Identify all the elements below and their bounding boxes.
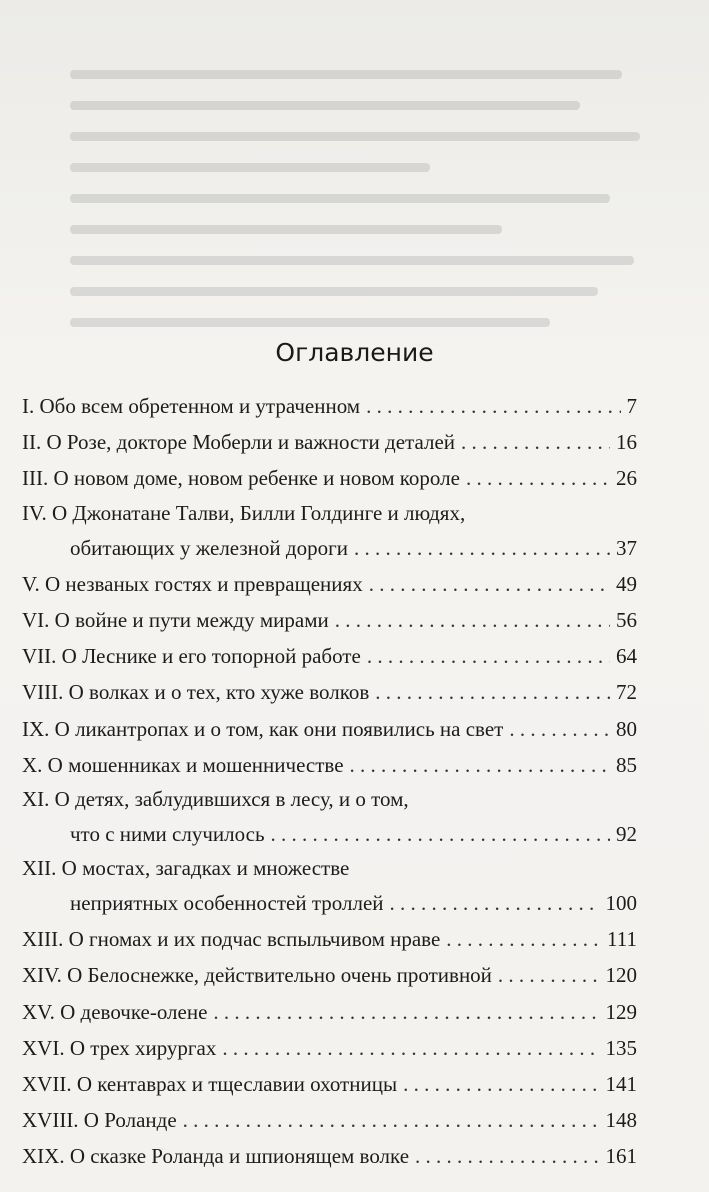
- toc-entry-text: I. Обо всем обретенном и утраченном: [22, 394, 361, 418]
- table-of-contents: [22, 388, 637, 1175]
- toc-entry-text: VI. О войне и пути между мирами: [22, 607, 329, 632]
- toc-entry: [22, 566, 637, 602]
- toc-entry-title-line: [22, 424, 637, 460]
- toc-entry-title-line: [22, 921, 637, 957]
- toc-entry-continuation-line: [22, 530, 637, 566]
- toc-page-number: 111: [607, 927, 637, 952]
- toc-page-number: 56: [616, 607, 637, 632]
- toc-entry: [22, 852, 637, 921]
- toc-page-number: 92: [616, 821, 637, 846]
- dot-leader: [335, 602, 610, 638]
- toc-entry: [22, 497, 637, 566]
- toc-entry: [22, 1102, 637, 1138]
- toc-page-number: 49: [616, 571, 637, 596]
- dot-leader: [466, 460, 610, 496]
- toc-entry: [22, 460, 637, 496]
- toc-page-number: 135: [605, 1035, 637, 1060]
- toc-entry-text: VIII. О волках и о тех, кто хуже волков: [22, 680, 370, 705]
- toc-entry: [22, 783, 637, 852]
- toc-entry-title-line: [22, 497, 637, 530]
- toc-entry-text: XII. О мостах, загадках и множестве: [22, 856, 350, 881]
- dot-leader: [403, 1066, 599, 1102]
- toc-entry-title-line: [22, 602, 637, 638]
- toc-entry-text: XVIII. О Роланде: [22, 1108, 177, 1133]
- toc-entry: [22, 1066, 637, 1102]
- toc-entry-title-line: [22, 711, 637, 747]
- toc-entry-title-line: [22, 957, 637, 993]
- toc-entry-title-line: [22, 566, 637, 602]
- toc-entry: [22, 1138, 637, 1174]
- toc-page-number: 80: [616, 716, 637, 741]
- dot-leader: [369, 566, 610, 602]
- toc-entry: [22, 388, 637, 424]
- dot-leader: [213, 994, 599, 1030]
- toc-entry-title-line: [22, 1102, 637, 1138]
- toc-entry: [22, 674, 637, 710]
- toc-entry-title-line: [22, 1066, 637, 1102]
- toc-page-number: 161: [605, 1144, 637, 1169]
- toc-page-number: 129: [605, 999, 637, 1024]
- dot-leader: [350, 747, 610, 783]
- dot-leader: [183, 1102, 600, 1138]
- toc-entry-title-line: [22, 1138, 637, 1174]
- toc-page-number: 16: [616, 430, 637, 455]
- toc-entry-text: XIII. О гномах и их подчас вспыльчивом нраве: [22, 927, 441, 952]
- toc-entry-text: XIX. О сказке Роланда и шпионящем волке: [22, 1144, 410, 1169]
- dot-leader: [390, 885, 600, 921]
- toc-entry-text: что с ними случилось: [70, 821, 265, 846]
- toc-entry-text: неприятных особенностей троллей: [70, 891, 384, 916]
- toc-title: Оглавление: [275, 338, 434, 367]
- toc-entry: [22, 711, 637, 747]
- toc-entry-text: XVI. О трех хирургах: [22, 1035, 217, 1060]
- toc-page-number: 85: [616, 752, 637, 777]
- toc-page-number: 72: [616, 680, 637, 705]
- toc-entry-title-line: [22, 994, 637, 1030]
- dot-leader: [222, 1030, 599, 1066]
- toc-entry-title-line: [22, 747, 637, 783]
- toc-entry-text: II. О Розе, докторе Моберли и важности деталей: [22, 430, 456, 455]
- toc-entry-text: XIV. О Белоснежке, действительно очень противной: [22, 963, 492, 988]
- toc-page-number: 141: [605, 1072, 637, 1096]
- dot-leader: [415, 1138, 599, 1174]
- toc-entry-title-line: [22, 783, 637, 816]
- toc-page-number: 26: [616, 466, 637, 491]
- toc-page-number: 7: [626, 394, 637, 418]
- toc-entry: [22, 424, 637, 460]
- toc-entry: [22, 921, 637, 957]
- toc-page-number: 37: [616, 535, 637, 560]
- toc-entry-continuation-line: [22, 885, 637, 921]
- toc-entry: [22, 747, 637, 783]
- dot-leader: [366, 388, 620, 424]
- toc-entry-text: X. О мошенниках и мошенничестве: [22, 752, 344, 777]
- toc-entry: [22, 638, 637, 674]
- toc-entry-continuation-line: [22, 816, 637, 852]
- toc-entry-text: обитающих у железной дороги: [70, 535, 348, 560]
- toc-entry-text: XV. О девочке-олене: [22, 999, 208, 1024]
- toc-entry-title-line: [22, 1030, 637, 1066]
- toc-entry-text: IV. О Джонатане Талви, Билли Голдинге и людях,: [22, 500, 466, 525]
- dot-leader: [354, 530, 610, 566]
- toc-entry: [22, 602, 637, 638]
- toc-entry-title-line: [22, 460, 637, 496]
- dot-leader: [375, 674, 610, 710]
- toc-entry-text: XI. О детях, заблудившихся в лесу, и о том,: [22, 786, 409, 811]
- toc-entry-text: III. О новом доме, новом ребенке и новом короле: [22, 466, 460, 491]
- toc-entry: [22, 1030, 637, 1066]
- toc-entry: [22, 957, 637, 993]
- bleed-through-text: [70, 70, 670, 370]
- toc-entry-text: IX. О ликантропах и о том, как они появились на свет: [22, 716, 504, 741]
- toc-entry: [22, 994, 637, 1030]
- toc-page-number: 120: [605, 963, 637, 988]
- toc-entry-text: V. О незваных гостях и превращениях: [22, 571, 363, 596]
- dot-leader: [367, 638, 610, 674]
- toc-page-number: 100: [605, 891, 637, 916]
- dot-leader: [509, 711, 610, 747]
- toc-entry-title-line: [22, 638, 637, 674]
- dot-leader: [271, 816, 610, 852]
- toc-page-number: 148: [605, 1108, 637, 1133]
- toc-entry-title-line: [22, 852, 637, 885]
- toc-entry-title-line: [22, 388, 637, 424]
- toc-entry-text: VII. О Леснике и его топорной работе: [22, 644, 361, 669]
- toc-entry-text: XVII. О кентаврах и тщеславии охотницы: [22, 1072, 398, 1096]
- dot-leader: [446, 921, 601, 957]
- dot-leader: [461, 424, 610, 460]
- dot-leader: [498, 957, 600, 993]
- toc-page-number: 64: [616, 644, 637, 669]
- toc-entry-title-line: [22, 674, 637, 710]
